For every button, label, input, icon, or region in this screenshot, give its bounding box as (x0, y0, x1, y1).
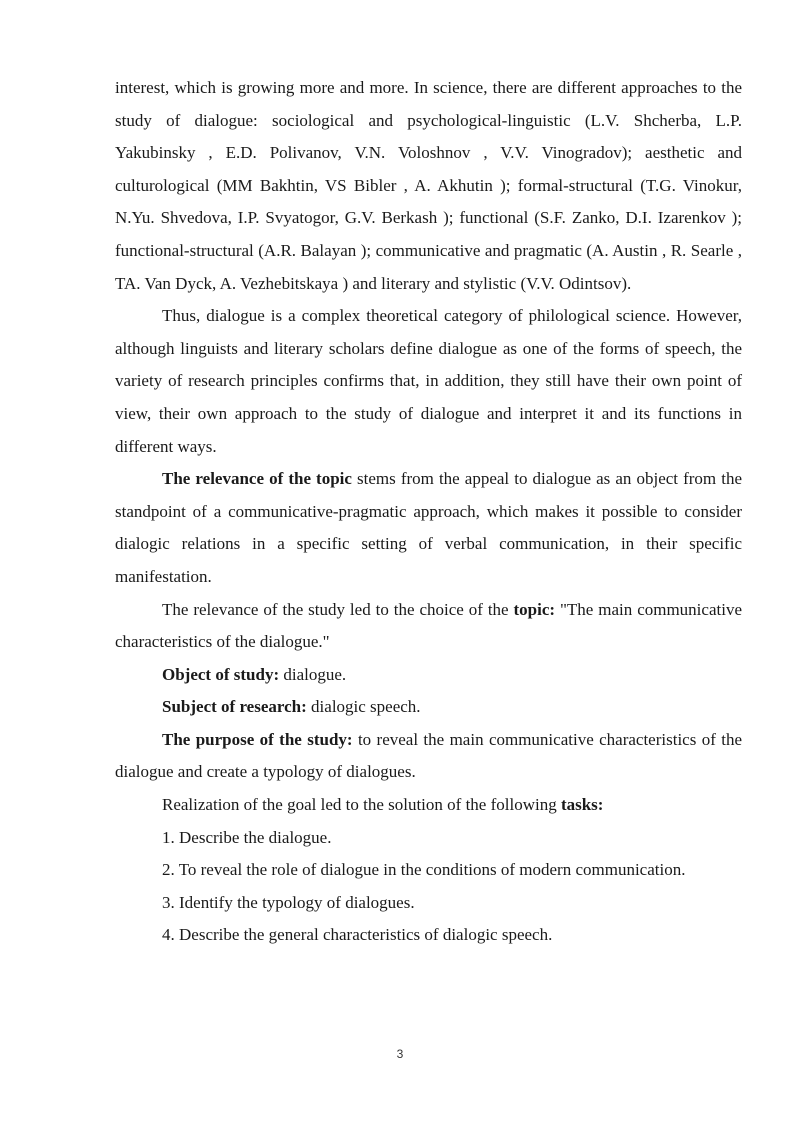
tasks-label: tasks: (560, 795, 604, 815)
topic-lead-text: The relevance of the study led to the choice of the (162, 599, 514, 619)
paragraph-subject (115, 691, 742, 724)
subject-label: Subject of research: (162, 697, 307, 717)
paragraph-relevance (115, 463, 742, 593)
paragraph-approaches: interest, which is growing more and more. In science, there are different approaches to the study of dialogue: sociological and psychological-linguistic (L.V. Shcherba, L.P. Yakubinsky , E.D. Polivanov, V.N. Voloshnov , V.V. Vinogradov); aesthetic and culturological (MM Bakhtin, VS Bibler , A. Akhutin ); formal-structural (T.G. Vinokur, N.Yu. Shvedova, I.P. Svyatogor, G.V. Berkash ); functional (S.F. Zanko, D.I. Izarenkov ); functional-structural (A.R. Balayan ); communicative and pragmatic (A. Austin , R. Searle , TA. Van Dyck, A. Vezhebitskaya ) and literary and stylistic (V.V. Odintsov). (115, 78, 742, 293)
subject-value: dialogic speech. (306, 697, 421, 717)
paragraph-dialogue-category: Thus, dialogue is a complex theoretical category of philological science. However, although linguists and literary scholars define dialogue as one of the forms of speech, the variety of research principles confirms that, in addition, they still have their own point of view, their own approach to the study of dialogue and interpret it and its functions in different ways. (115, 306, 742, 456)
purpose-value: to reveal the main communicative characteristics of the dialogue and create a typology of dialogues. (115, 729, 742, 782)
relevance-text: stems from the appeal to dialogue as an object from the standpoint of a communicative-pragmatic approach, which makes it possible to consider dialogic relations in a specific setting of verbal communication, in their specific manifestation. (115, 469, 742, 586)
page-number: 3 (396, 1047, 404, 1061)
task-item-3: 3. Identify the typology of dialogues. (162, 892, 415, 912)
tasks-intro-text: Realization of the goal led to the solution of the following (162, 795, 561, 815)
object-label: Object of study: (162, 664, 280, 684)
topic-label: topic: (513, 599, 556, 619)
paragraph-tasks-intro (115, 789, 742, 822)
body-text (115, 72, 742, 952)
task-item-4: 4. Describe the general characteristics of dialogic speech. (162, 925, 553, 945)
paragraph-topic (115, 594, 742, 659)
topic-title: "The main communicative characteristics of the dialogue." (115, 599, 742, 652)
object-value: dialogue. (279, 664, 347, 684)
paragraph-object (115, 659, 742, 692)
relevance-heading: The relevance of the topic (162, 469, 352, 489)
purpose-label: The purpose of the study: (162, 729, 353, 749)
paragraph-purpose (115, 724, 742, 789)
task-item-1: 1. Describe the dialogue. (162, 827, 332, 847)
task-item-2: 2. To reveal the role of dialogue in the conditions of modern communication. (162, 860, 686, 880)
